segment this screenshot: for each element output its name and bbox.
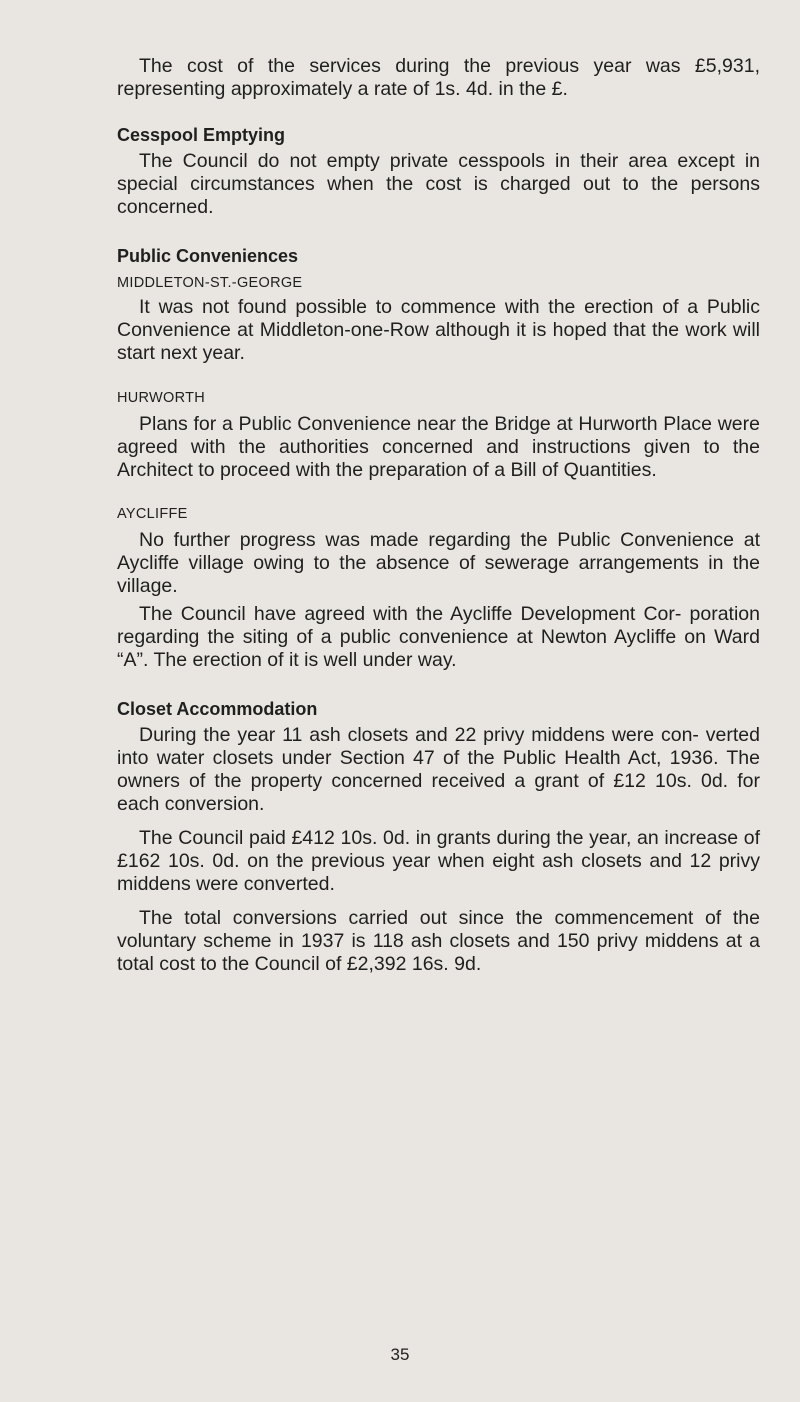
aycliffe-paragraph-2: The Council have agreed with the Aycliffe Development Cor- poration regarding the siting of a public convenience at Newton Aycliffe on Ward “A”. The erection of it is well under way.	[117, 603, 760, 671]
closet-paragraph-2: The Council paid £412 10s. 0d. in grants during the year, an increase of £162 10s. 0d. on the previous year when eight ash closets and 12 privy middens were converted.	[117, 827, 760, 895]
closet-paragraph-3: The total conversions carried out since the commencement of the voluntary scheme in 1937 is 118 ash closets and 150 privy middens at a total cost to the Council of £2,392 16s. 9d.	[117, 907, 760, 975]
page-content	[117, 55, 760, 976]
aycliffe-subheading: AYCLIFFE	[117, 506, 188, 522]
aycliffe-paragraph-1: No further progress was made regarding the Public Convenience at Aycliffe village owing to the absence of sewerage arrangements in the village.	[117, 529, 760, 597]
middleton-paragraph: It was not found possible to commence with the erection of a Public Convenience at Middleton-one-Row although it is hoped that the work will start next year.	[117, 296, 760, 364]
hurworth-subheading: HURWORTH	[117, 390, 206, 406]
closet-paragraph-1: During the year 11 ash closets and 22 privy middens were con- verted into water closets under Section 47 of the Public Health Act, 1936. The owners of the property concerned received a grant of £12 10s. 0d. for each conversion.	[117, 724, 760, 815]
page-number: 35	[390, 1345, 410, 1364]
closet-heading: Closet Accommodation	[117, 699, 318, 719]
cesspool-paragraph: The Council do not empty private cesspools in their area except in special circumstances when the cost is charged out to the persons concerned.	[117, 150, 760, 218]
conveniences-heading: Public Conveniences	[117, 246, 299, 266]
cesspool-heading: Cesspool Emptying	[117, 125, 286, 145]
intro-paragraph: The cost of the services during the previous year was £5,931, representing approximately a rate of 1s. 4d. in the £.	[117, 55, 760, 100]
middleton-subheading: MIDDLETON-ST.-GEORGE	[117, 275, 303, 291]
hurworth-paragraph: Plans for a Public Convenience near the Bridge at Hurworth Place were agreed with the authorities concerned and instructions given to the Architect to proceed with the preparation of a Bill of Quantities.	[117, 413, 760, 481]
